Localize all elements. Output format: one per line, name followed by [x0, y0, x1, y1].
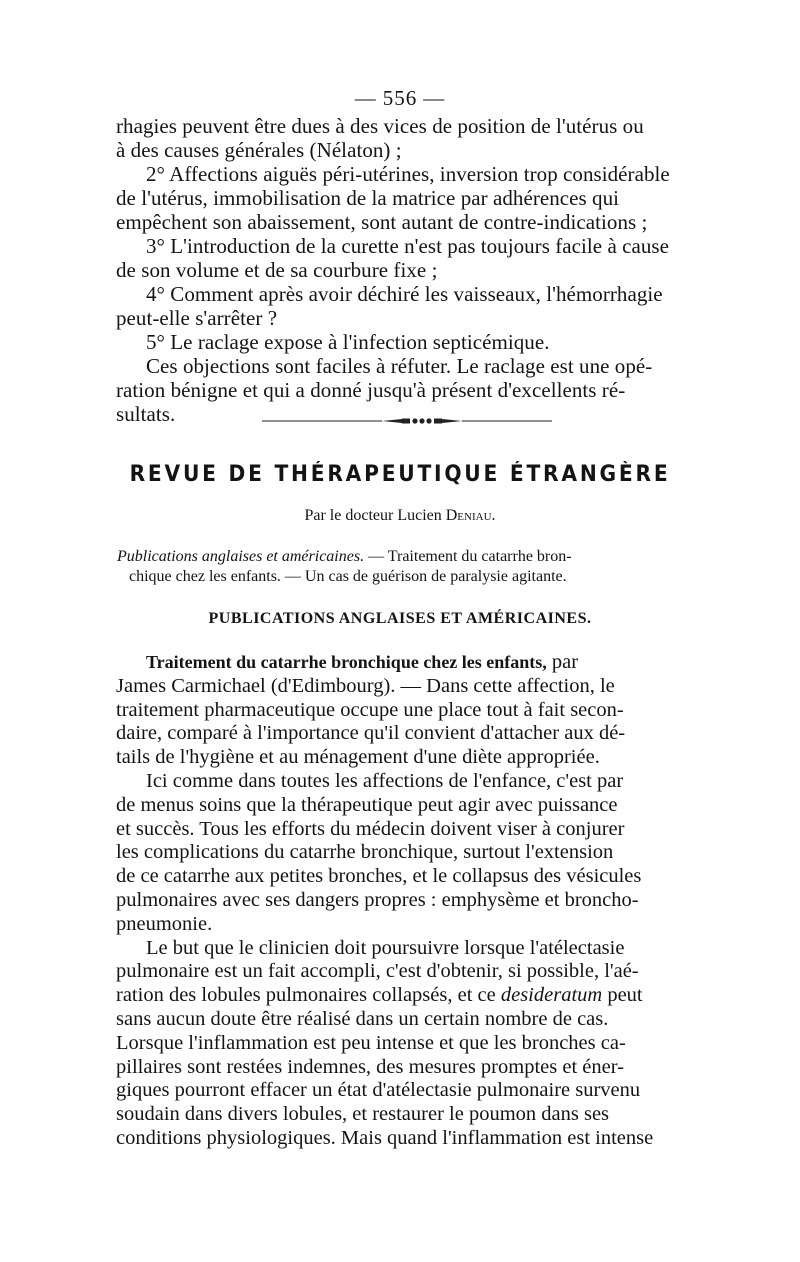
- italic-word: desideratum: [500, 984, 603, 1007]
- author-name: Deniau.: [445, 507, 496, 524]
- page-number: — 556 —: [0, 86, 800, 111]
- article-heading-line: [116, 651, 682, 675]
- text-line: les complications du catarrhe bronchique, surtout l'extension: [116, 841, 614, 864]
- text-line: de l'utérus, immobilisation de la matrice par adhérences qui: [116, 186, 620, 210]
- line-start: ration des lobules pulmonaires collapsés, et ce: [116, 984, 501, 1007]
- text-line: pneumonie.: [116, 912, 213, 935]
- text-line: Lorsque l'inflammation est peu intense et que les bronches ca-: [116, 1031, 626, 1054]
- text-line: 4° Comment après avoir déchiré les vaisseaux, l'hémorrhagie: [146, 282, 663, 306]
- text-line: 5° Le raclage expose à l'infection septicémique.: [146, 330, 550, 354]
- summary-line: chique chez les enfants. — Un cas de guérison de paralysie agitante.: [129, 568, 567, 585]
- byline-prefix: Par le docteur Lucien: [304, 507, 446, 524]
- byline: [0, 507, 800, 525]
- article-title: Traitement du catarrhe bronchique chez les enfants,: [146, 652, 547, 672]
- text-line: pulmonaire est un fait accompli, c'est d'obtenir, si possible, l'aé-: [116, 960, 639, 983]
- text-line: 2° Affections aiguës péri-utérines, inversion trop considérable: [146, 162, 670, 186]
- article-body: [116, 651, 682, 1151]
- text-line: giques pourront effacer un état d'atélectasie pulmonaire survenu: [116, 1079, 641, 1102]
- summary-italic: Publications anglaises et américaines.: [117, 548, 365, 565]
- text-line: soudain dans divers lobules, et restaurer le poumon dans ses: [116, 1103, 610, 1126]
- text-line: de son volume et de sa courbure fixe ;: [116, 258, 438, 282]
- text-line: 3° L'introduction de la curette n'est pas toujours facile à cause: [146, 234, 670, 258]
- article-title-tail: par: [546, 651, 579, 673]
- ornamental-rule: [262, 418, 552, 424]
- text-line: et succès. Tous les efforts du médecin doivent viser à conjurer: [116, 817, 625, 840]
- text-line: Le but que le clinicien doit poursuivre lorsque l'atélectasie: [146, 936, 625, 959]
- text-line: rhagies peuvent être dues à des vices de position de l'utérus ou: [116, 114, 644, 138]
- line-end: peut: [602, 984, 643, 1007]
- subsection-title: PUBLICATIONS ANGLAISES ET AMÉRICAINES.: [208, 610, 592, 627]
- text-line: daire, comparé à l'importance qu'il convient d'attacher aux dé-: [116, 722, 626, 745]
- summary-line: [117, 547, 683, 567]
- text-line: conditions physiologiques. Mais quand l'inflammation est intense: [116, 1126, 654, 1149]
- text-line: empêchent son abaissement, sont autant de contre-indications ;: [116, 210, 648, 234]
- text-line: ration bénigne et qui a donné jusqu'à présent d'excellents ré-: [116, 378, 626, 402]
- summary-rest: — Traitement du catarrhe bron-: [364, 548, 572, 565]
- section-summary: [117, 547, 683, 587]
- text-line: Ici comme dans toutes les affections de l'enfance, c'est par: [146, 769, 624, 792]
- text-line: traitement pharmaceutique occupe une place tout à fait secon-: [116, 698, 624, 721]
- text-line: de menus soins que la thérapeutique peut agir avec puissance: [116, 793, 618, 816]
- text-line: sans aucun doute être réalisé dans un certain nombre de cas.: [116, 1007, 609, 1030]
- text-line: pulmonaires avec ses dangers propres : emphysème et broncho-: [116, 888, 639, 911]
- text-line: pillaires sont restées indemnes, des mesures promptes et éner-: [116, 1055, 624, 1078]
- text-line-with-italic: [116, 984, 682, 1008]
- text-line: de ce catarrhe aux petites bronches, et le collapsus des vésicules: [116, 865, 642, 888]
- top-paragraphs: [116, 114, 676, 426]
- text-line: tails de l'hygiène et au ménagement d'une diète appropriée.: [116, 746, 600, 769]
- text-line: sultats.: [116, 402, 176, 426]
- text-line: James Carmichael (d'Edimbourg). — Dans cette affection, le: [116, 674, 615, 697]
- text-line: à des causes générales (Nélaton) ;: [116, 138, 402, 162]
- text-line: Ces objections sont faciles à réfuter. Le raclage est une opé-: [146, 354, 653, 378]
- section-title: REVUE DE THÉRAPEUTIQUE ÉTRANGÈRE: [129, 462, 671, 487]
- text-line: peut-elle s'arrêter ?: [116, 306, 278, 330]
